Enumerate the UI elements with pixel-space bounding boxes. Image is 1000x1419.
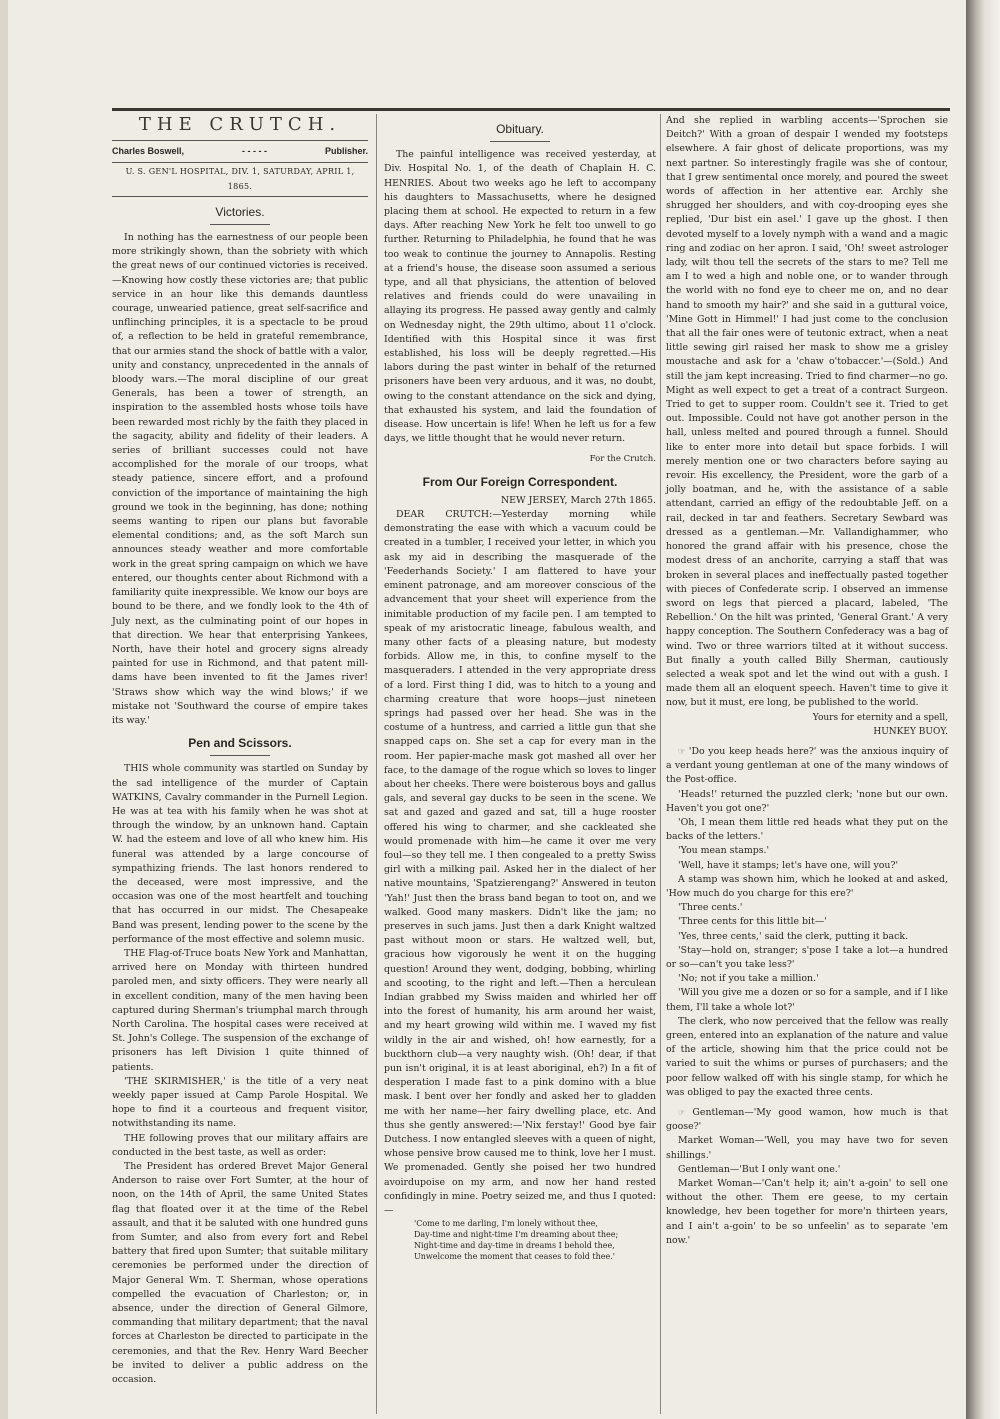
publisher-name: Charles Boswell,: [112, 146, 185, 157]
stamps-line: 'No; not if you take a million.': [678, 973, 819, 985]
stamps-line: The clerk, who now perceived that the fellow was really green, entered into an explanation of the nature and value of the article, showing him that the price could not be varied to suit the whims or purses of purchasers; and the poor fellow walked off with his single stamp, for which he was obliged to pay the exacted three cents.: [666, 1015, 948, 1098]
victories-heading: Victories.: [215, 204, 265, 219]
stamps-text: 'Do you keep heads here?' was the anxious inquiry of a verdant young gentleman at one of the many windows of the Post-office.: [666, 745, 949, 786]
stamps-line: A stamp was shown him, which he looked at and asked, 'How much do you charge for this ere?': [666, 873, 948, 899]
stamps-line: 'Yes, three cents,' said the clerk, putting it back.: [678, 930, 909, 942]
masthead-title: THE CRUTCH.: [138, 114, 342, 135]
obituary-text: The painful intelligence was received yesterday, at Div. Hospital No. 1, of the death of Chaplain H. C. HENRIES. About two weeks ago he left to accompany his daughters to Massachusetts, where he designed placing them at school. He expected to return in a few days. After reaching New York he felt too unwell to go further. Returning to Philadelphia, he found that he was too weak to continue the journey to Annapolis. Resting at a friend's house, the disease soon assumed a serious type, and all that physicians, the attention of beloved relatives and friends could do were unavailing in allaying its progress. He passed away gently and calmly on Wednesday night, the 29th ultimo, about 11 o'clock. Identified with this Hospital since it was first established, his loss will be deeply regretted.—His labors during the past winter in behalf of the returned prisoners have been very arduous, and it was, no doubt, owing to the constant attendance on the sick and dying, that exhausted his system, and laid the foundation of disease. How uncertain is life! When he left us for a few days, we little thought that he would never return.: [384, 149, 656, 445]
poem-line: Night-time and day-time in dreams I behold thee,: [414, 1241, 615, 1251]
foreign-text-continued: And she replied in warbling accents—'Sprochen sie Deitch?' With a groan of despair I wended my footsteps elsewhere. A fair ghost of delicate proportions, was my next partner. So interestingly fragile was she of contour, that I grew sentimental once morely, and poured the sweet words of affection in her attentive ear. Archly she shrugged her shoulders, and with coy-drooping eyes she replied, 'Dur bist ein asel.' I gave up the ghost. I then devoted myself to a lovely nymph with a wand and a magic ring and zodiac on her apron. I said, 'Oh! sweet astrologer lady, wilt thou tell the secrets of the stars to me? Tell me am I to wed a high and noble one, or to wander through the world with no fond eye to cheer me on, and no dear hand to smooth my hair?' and she said in a guttural voice, 'Mine Gott in Himmel!' I had just come to the conclusion that all the fair ones were of teutonic extract, when a neat little sewing girl raised her mask to show me a grisley moustache and ask for a 'chaw o'tobaccer.'—(Sold.) And still the jam kept increasing. Tried to find charmer—no go. Might as well expect to get a treat of a contract Surgeon. Tried to get to supper room. Couldn't see it. Tried to get out. Impossible. Could not have got another person in the hall, unless melted and poured through a funnel. Should like to enter more into detail but space forbids. I will merely mention one or two characters before saying au revoir. His excellency, the President, wore the garb of a jolly boatman, and he, with the assistance of a sable attendant, carried an effigy of the redoubtable Jeff. on a rail, decked in tar and feathers. Secretary Sewbard was dressed as a gentleman.—Mr. Vallandighammer, who honored the grand affair with his presence, chose the modest dress of an anchorite, carrying a staff that was broken in several places and ineffectually pasted together with pieces of Confederate scrip. I observed an immense sword on legs that pierced a placard, labeled, 'The Rebellion.' On the hilt was printed, 'General Grant.' A very happy conception. The Southern Confederacy was a bag of wind. Two or three warriors tilted at it without success. But finally a youth called Billy Sherman, cautiously selected a weak spot and let the wind out with a gush. I made them all an eloquent speech. Haven't time to give it now, but it must, ere long, be published to the world.: [666, 115, 948, 709]
stamps-line: 'Will you give me a dozen or so for a sample, and if I like them, I'll take a whole lot?': [666, 987, 948, 1013]
victories-text: In nothing has the earnestness of our people been more strikingly shown, than the sobriety with which the great news of our continued victories is received.—Knowing how costly these victories are; that public service in an hour like this demands dauntless courage, unwearied patience, great self-sacrifice and unflinching principles, it is a spectacle to be proud of, a reflection to be held in grateful remembrance, that our armies stand the shock of battle with a valor, unity and constancy, unprecedented in the annals of bloody wars.—The moral discipline of our great Generals, has been a tower of strength, an inspiration to the assembled hosts whose toils have been rewarded most richly by the faith they placed in the sagacity, ability and fidelity of their leaders. A series of brilliant successes could not have accomplished for the morale of our troops, what steady patience, sincere effort, and a profound conviction of the importance of maintaining the high ground we took in the beginning, has done; nothing seems wanting to ripen our plans but favorable elemental conditions; and, as the soft March sun announces steady weather and more comfortable work in the great spring campaign on which we have entered, our thoughts center about Richmond with a familiarity quite inexpressible. We know our boys are bound to be there, and we fondly look to the 4th of July next, as the culminating point of our hopes in that direction. We hear that enterprising Yankees, North, have their hotel and grocery signs already painted for use in Richmond, and that patent mill-dams have been invented to fit the James river! 'Straws show which way the wind blows;' if we mistake not 'Southward the course of empire takes its way.': [112, 232, 368, 726]
heading-rule: [210, 224, 270, 225]
goose-line: Market Woman—'Well, you may have two for seven shillings.': [666, 1135, 948, 1161]
stamps-line: 'Heads!' returned the puzzled clerk; 'none but our own. Haven't you got one?': [666, 788, 948, 814]
heading-rule: [210, 755, 270, 756]
foreign-dateline: NEW JERSEY, March 27th 1865.: [500, 494, 656, 506]
publisher-label: Publisher.: [324, 146, 368, 157]
goose-line: Gentleman—'But I only want one.': [678, 1163, 841, 1175]
pen-paragraph: THE Flag-of-Truce boats New York and Manhattan, arrived here on Monday with thirteen hundred paroled men, and sixty officers. They were nearly all in excellent condition, many of the men having been captured during Sherman's triumphal march through North Carolina. The hospital cases were received at St. John's College. The suspension of the exchange of prisoners has left Division 1 quite thinned of patients.: [112, 947, 368, 1073]
stamps-line: 'Three cents.': [678, 902, 743, 914]
pen-paragraph: 'THE SKIRMISHER,' is the title of a very neat weekly paper issued at Camp Parole Hospital. We hope to find it a courteous and frequent visitor, notwithstanding its name.: [112, 1075, 368, 1130]
date-line: U. S. GEN'L HOSPITAL, DIV. 1, SATURDAY, APRIL 1, 1865.: [112, 162, 368, 196]
stamps-line: 'Oh, I mean them little red heads what they put on the backs of the letters.': [666, 816, 948, 843]
stamps-line: 'You mean stamps.': [678, 845, 770, 857]
heading-rule: [490, 141, 550, 142]
stamps-line: 'Three cents for this little bit—': [678, 916, 827, 928]
publisher-dashes: - - - - -: [242, 146, 267, 157]
column-1: [112, 114, 368, 1387]
pen-paragraph: THE following proves that our military affairs are conducted in the best taste, as well as order:: [112, 1132, 368, 1158]
foreign-attribution: For the Crutch.: [589, 454, 656, 465]
pen-paragraph: The President has ordered Brevet Major General Anderson to raise over Fort Sumter, at the hour of noon, on the 14th of April, the same United States flag that floated over it at the time of the Rebel assault, and that it be saluted with one hundred guns from Sumter, and also from every fort and Rebel battery that fired upon Sumter; that suitable military ceremonies be performed under the direction of Major General Wm. T. Sherman, whose operations compelled the evacuation of Charleston; or, in absence, under the direction of General Gilmore, commanding that military department; that the naval forces at Charleston be directed to participate in the ceremonies, and that the Rev. Henry Ward Beecher be invited to deliver a public address on the occasion.: [112, 1161, 368, 1386]
column-rule-1: [376, 114, 377, 1414]
stamps-line: 'Well, have it stamps; let's have one, will you?': [678, 859, 899, 871]
foreign-heading: From Our Foreign Correspondent.: [422, 474, 618, 489]
publisher-row: [112, 140, 368, 158]
goose-text: Gentleman—'My good wamon, how much is that goose?': [666, 1107, 948, 1133]
stamps-line: [666, 745, 948, 788]
pen-paragraph: THIS whole community was startled on Sunday by the sad intelligence of the murder of Captain WATKINS, Cavalry commander in the Purnell Legion. He was at tea with his family when he was shot at through the window, by an unknown hand. Captain W. had the esteem and love of all who knew him. His funeral was attended by a large concourse of sympathizing friends. The last honors rendered to the deceased, were most impressive, and the occasion was one of the most heartfelt and touching that has occurred in our midst. The Chesapeake Band was present, lending power to the scene by the performance of the most effective and solemn music.: [112, 763, 368, 945]
goose-line: Market Woman—'Can't help it; ain't a-goin' to sell one without the other. Them ere geese, to my certain knowledge, hev been together for more'n thirteen years, and I ain't a-goin' to be so unfeelin' as to separate 'em now.': [666, 1178, 948, 1246]
column-2: [384, 114, 656, 1262]
pen-scissors-heading: Pen and Scissors.: [188, 736, 292, 751]
closing: Yours for eternity and a spell,: [812, 712, 948, 723]
pointing-hand-icon: ☞: [678, 746, 686, 756]
stamps-line: 'Stay—hold on, stranger; s'pose I take a lot—a hundred or so—can't you take less?': [666, 944, 948, 970]
poem-line: Unwelcome the moment that ceases to fold thee.': [414, 1252, 615, 1262]
column-3: [666, 114, 948, 1248]
pointing-hand-icon: ☞: [678, 1108, 686, 1118]
column-rule-2: [660, 114, 661, 1414]
goose-line: [666, 1106, 948, 1134]
poem-line: 'Come to me darling, I'm lonely without thee,: [414, 1219, 598, 1229]
poem-line: Day-time and night-time I'm dreaming about thee;: [414, 1230, 619, 1240]
signature: HUNKEY BUOY.: [873, 726, 948, 737]
top-rule: [112, 108, 950, 111]
foreign-text: DEAR CRUTCH:—Yesterday morning while demonstrating the ease with which a vacuum could be created in a tumbler, I received your letter, in which you ask my aid in describing the masquerade of the 'Feederhands Society.' I am flattered to have your eminent patronage, and am moreover conscious of the advancement that your sheet will experience from the inimitable production of my facile pen. I am tempted to speak of my aristocratic lineage, fabulous wealth, and many other facts of a pleasing nature, but modesty forbids. Allow me, in this, to confine myself to the masqueraders. I attended in the very appropriate dress of a lord. First thing I did, was to hitch to a young and charming creature that wore hoops—just nineteen springs had passed over her head. She was in the costume of a huntress, and carried a little gun that she snapped caps on. She set a cap for every man in the room. Her papier-mache mask got mashed all over her face, to the damage of the rogue which so loves to linger about her cheeks. There were boisterous boys and gallus gals, and several gay ducks to be seen in the scene. We sat and gazed and gazed and sat, till a huge rooster offered his wing to charmer, and she cackleated she would promenade with him—he came it over me very foul—so they tell me. I then congealed to a pretty Swiss girl with a milking pail. Asked her in the dialect of her native mountains, 'Spatzierengang?' Answered in teuton 'Yah!' Just then the brass band began to toot on, and we walked. Good many maskers. Didn't like the jam; no preserves in such jams. Just then a dark Knight waltzed past without moon or stars. He waltzed well, but, gracious how vigorously he went it on the hugging question! Around they went, dodging, bobbing, whirling and scooting, to the right and left.—Then a herculean Indian grabbed my Swiss maiden and whirled her off into the forest of humanity, his arm around her waist, and my heart growing wild within me. I waved my fist wildly in the air and wished, oh! how earnestly, for a buckthorn club—a very naughty wish. (Oh! dear, if that pun isn't original, it is at least aboriginal, eh?) In a fit of desperation I made fast to a pink domino with a blue mask. I bent over her fondly and asked her to gladden me with her name—her fairy dwelling place, etc. And thus she gently answered:—'Nix ferstay!' Good bye fair Dutchess. I now entangled sleeves with a queen of night, whose pensive brow caused me to think, love her I must. We promenaded. Gently she poised her two hundred avoirdupoise on my arm, and now her hand rested confidingly in mine. Poetry seized me, and thus I quoted:—: [384, 509, 656, 1217]
page-edge-shadow: [966, 0, 1000, 1419]
obituary-heading: Obituary.: [496, 122, 544, 136]
